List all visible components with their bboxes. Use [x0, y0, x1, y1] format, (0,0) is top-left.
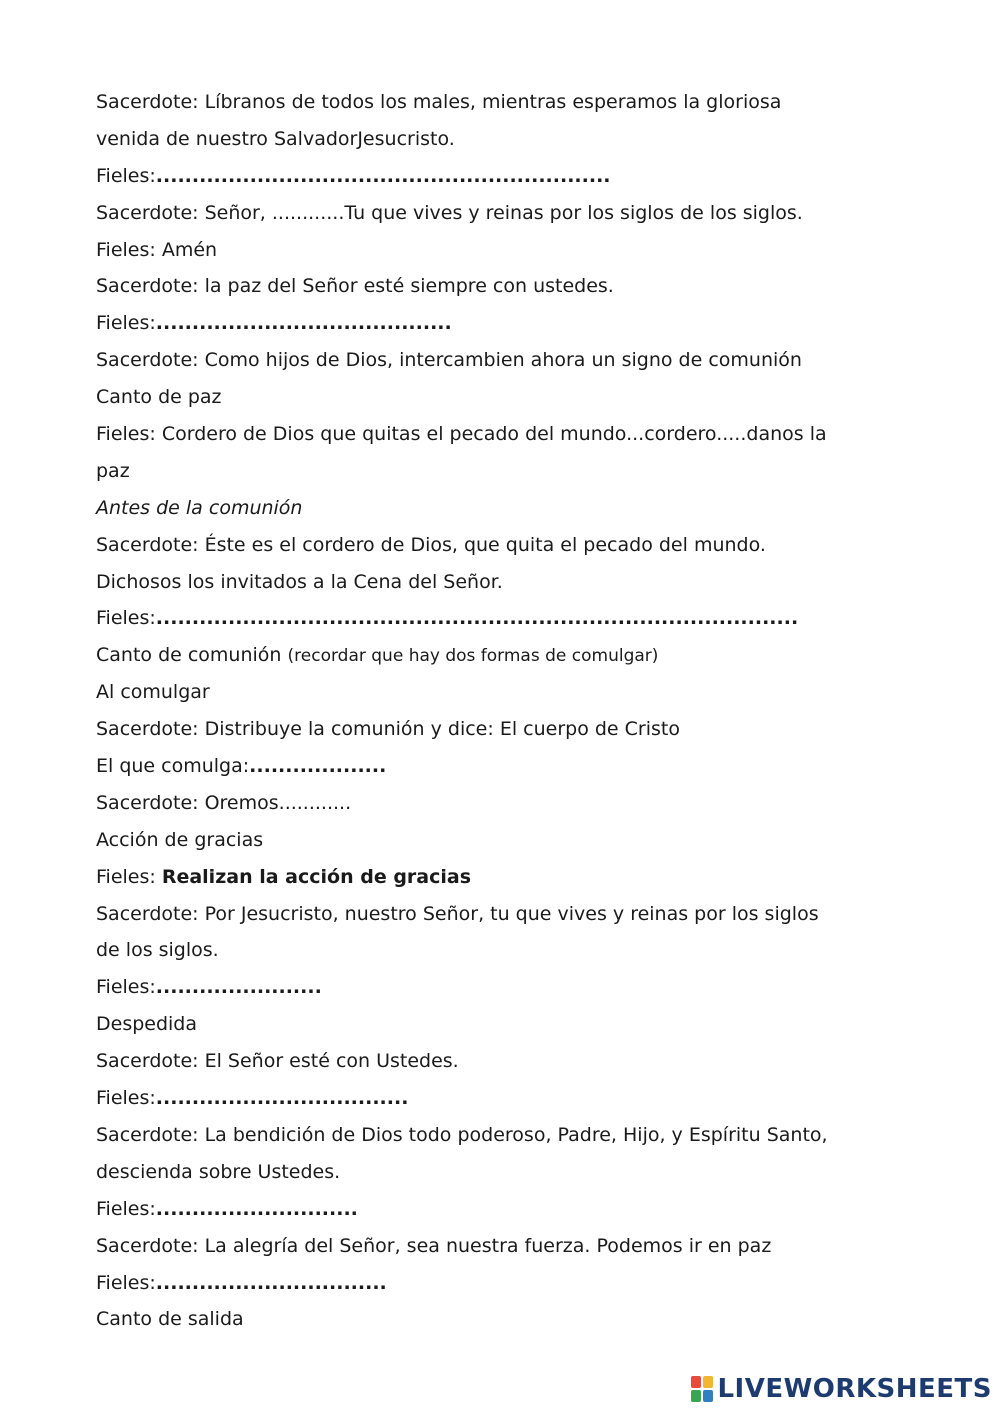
- text-line: Fieles: Cordero de Dios que quitas el pecado del mundo...cordero.....danos la: [96, 423, 827, 446]
- answer-blank[interactable]: ................................: [155, 1271, 387, 1294]
- section-heading: Antes de la comunión: [96, 496, 303, 519]
- text-line: Sacerdote: El Señor esté con Ustedes.: [96, 1050, 459, 1073]
- text-line: Fieles: Amén: [96, 238, 218, 261]
- logo-mark-icon: [691, 1376, 713, 1402]
- text-line: venida de nuestro SalvadorJesucristo.: [96, 127, 455, 150]
- liveworksheets-logo: [691, 1371, 992, 1407]
- answer-blank[interactable]: .........................................................................................: [155, 607, 799, 630]
- answer-blank[interactable]: ...................: [249, 755, 387, 778]
- answer-blank[interactable]: ...............................................................: [155, 164, 611, 187]
- text-line: Sacerdote: Oremos............: [96, 791, 352, 814]
- answer-line: Fieles:.........................................: [96, 312, 452, 335]
- text-line: Sacerdote: Líbranos de todos los males, mientras esperamos la gloriosa: [96, 91, 782, 113]
- text-line: Canto de paz: [96, 386, 222, 409]
- logo-square-icon: [691, 1376, 701, 1388]
- text-line: Canto de salida: [96, 1308, 244, 1331]
- logo-square-icon: [703, 1390, 713, 1402]
- text-line: Sacerdote: la paz del Señor esté siempre con ustedes.: [96, 275, 614, 298]
- note: (recordar que hay dos formas de comulgar): [287, 646, 659, 667]
- text-line: Sacerdote: Señor, ............Tu que vives y reinas por los siglos de los siglos.: [96, 201, 803, 224]
- answer-blank[interactable]: .......................: [155, 976, 322, 999]
- text-line: Sacerdote: Éste es el cordero de Dios, que quita el pecado del mundo.: [96, 533, 766, 556]
- text-line: Acción de gracias: [96, 828, 264, 851]
- logo-square-icon: [691, 1390, 701, 1402]
- bold-phrase: Realizan la acción de gracias: [161, 865, 472, 888]
- text-line: paz: [96, 459, 130, 482]
- text-line: Sacerdote: Distribuye la comunión y dice: El cuerpo de Cristo: [96, 718, 680, 741]
- answer-blank[interactable]: ...................................: [155, 1087, 409, 1110]
- answer-line: Fieles:...............................................................: [96, 164, 611, 187]
- text-line: Sacerdote: La bendición de Dios todo poderoso, Padre, Hijo, y Espíritu Santo,: [96, 1123, 828, 1146]
- text-line: de los siglos.: [96, 939, 219, 962]
- answer-blank[interactable]: ............................: [155, 1197, 358, 1220]
- text-line: Al comulgar: [96, 681, 210, 704]
- answer-line: Fieles:................................: [96, 1271, 387, 1294]
- document-body: [96, 84, 896, 1338]
- text-line: descienda sobre Ustedes.: [96, 1160, 341, 1183]
- text-line: Dichosos los invitados a la Cena del Señor.: [96, 570, 503, 593]
- answer-line: Fieles:...................................: [96, 1087, 409, 1110]
- answer-blank[interactable]: .........................................: [155, 312, 452, 335]
- answer-line: Fieles:.......................: [96, 976, 322, 999]
- text-line: Sacerdote: Como hijos de Dios, intercambien ahora un signo de comunión: [96, 349, 802, 372]
- logo-square-icon: [703, 1376, 713, 1388]
- answer-line: Fieles:............................: [96, 1197, 358, 1220]
- text-line: Sacerdote: La alegría del Señor, sea nuestra fuerza. Podemos ir en paz: [96, 1234, 772, 1257]
- answer-line: El que comulga:...................: [96, 755, 387, 778]
- answer-line: Fieles:.........................................................................................: [96, 607, 799, 630]
- text-line: Fieles: Realizan la acción de gracias: [96, 865, 472, 888]
- text-line: Despedida: [96, 1013, 198, 1036]
- text-line: Canto de comunión (recordar que hay dos formas de comulgar): [96, 644, 659, 667]
- text-line: Sacerdote: Por Jesucristo, nuestro Señor, tu que vives y reinas por los siglos: [96, 902, 819, 925]
- logo-text: LIVEWORKSHEETS: [717, 1374, 992, 1404]
